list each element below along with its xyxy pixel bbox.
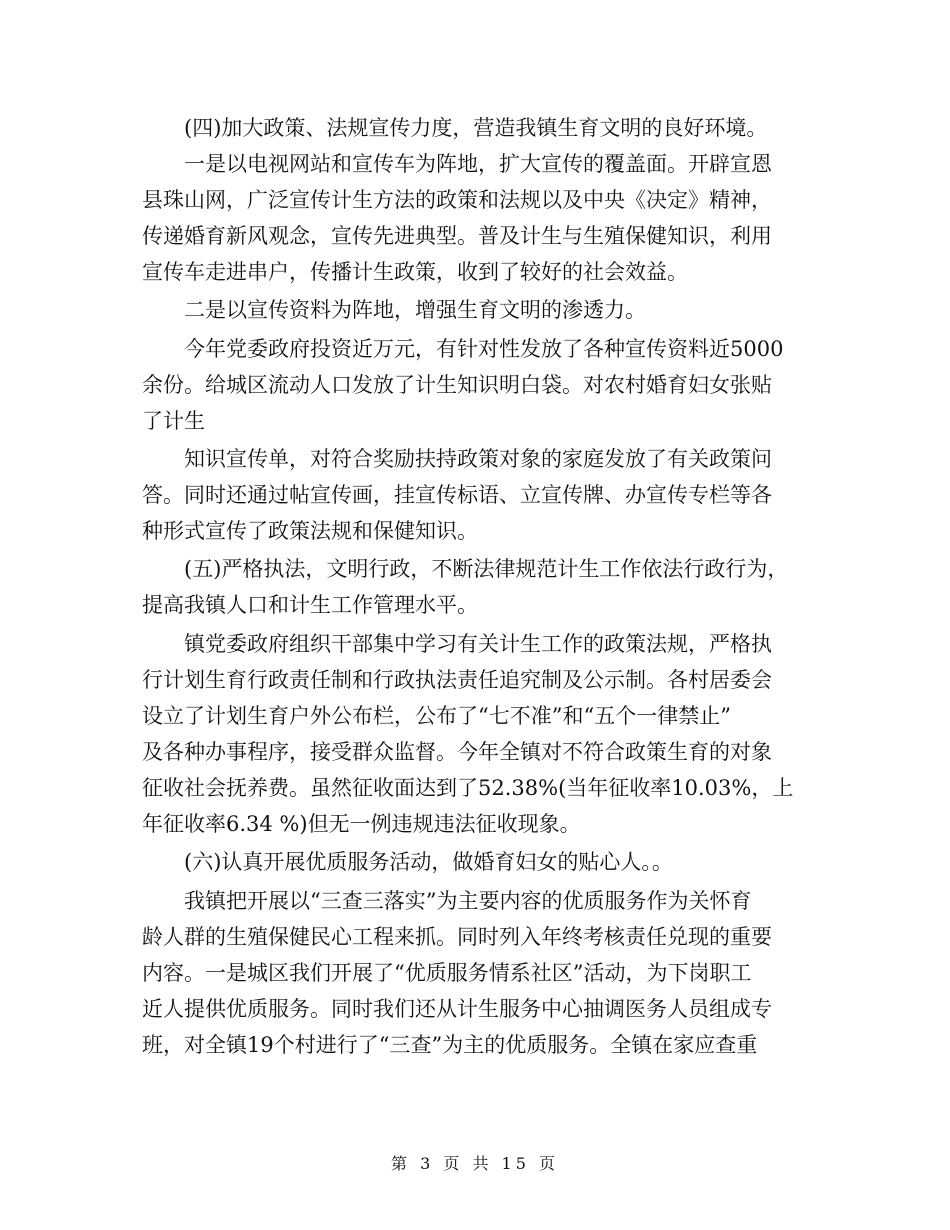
text-line: 及各种办事程序，接受群众监督。今年全镇对不符合政策生育的对象 [142, 740, 772, 764]
text-line: 答。同时还通过帖宣传画，挂宣传标语、立宣传牌、办宣传专栏等各 [142, 483, 772, 507]
text-line: 今年党委政府投资近万元，有针对性发放了各种宣传资料近5000 [142, 337, 784, 361]
text-line: 宣传车走进串户，传播计生政策，收到了较好的社会效益。 [142, 260, 688, 284]
text-line: 提高我镇人口和计生工作管理水平。 [142, 593, 478, 617]
text-line: 近人提供优质服务。同时我们还从计生服务中心抽调医务人员组成专 [142, 997, 772, 1021]
text-line: 征收社会抚养费。虽然征收面达到了52.38%(当年征收率10.03%，上 [142, 776, 794, 800]
text-line: 行计划生育行政责任制和行政执法责任追究制及公示制。各村居委会 [142, 668, 772, 692]
text-line: 龄人群的生殖保健民心工程来抓。同时列入年终考核责任兑现的重要 [142, 925, 772, 949]
text-line: 了计生 [142, 409, 205, 433]
text-line: (六)认真开展优质服务活动，做婚育妇女的贴心人。。 [142, 850, 673, 874]
text-line: 设立了计划生育户外公布栏，公布了“七不准”和“五个一律禁止” [142, 704, 731, 728]
text-line: (五)严格执法，文明行政，不断法律规范计生工作依法行政行为， [142, 557, 789, 581]
text-line: (四)加大政策、法规宣传力度，营造我镇生育文明的良好环境。 [142, 116, 768, 140]
text-line: 县珠山网，广泛宣传计生方法的政策和法规以及中央《决定》精神， [142, 188, 772, 212]
text-line: 年征收率6.34 %)但无一例违规违法征收现象。 [142, 812, 581, 836]
text-line: 镇党委政府组织干部集中学习有关计生工作的政策法规，严格执 [142, 632, 772, 656]
text-line: 知识宣传单，对符合奖励扶持政策对象的家庭发放了有关政策问 [142, 447, 772, 471]
page-number-footer: 第 3 页 共 15 页 [391, 1154, 559, 1173]
text-line: 二是以宣传资料为阵地，增强生育文明的渗透力。 [142, 298, 646, 322]
text-line: 一是以电视网站和宣传车为阵地，扩大宣传的覆盖面。开辟宣恩 [142, 152, 772, 176]
text-line: 余份。给城区流动人口发放了计生知识明白袋。对农村婚育妇女张贴 [142, 373, 772, 397]
text-line: 内容。一是城区我们开展了“优质服务情系社区”活动，为下岗职工 [142, 961, 752, 985]
text-line: 我镇把开展以“三查三落实”为主要内容的优质服务作为关怀育 [142, 889, 752, 913]
text-line: 班，对全镇19个村进行了“三查”为主的优质服务。全镇在家应查重 [142, 1033, 758, 1057]
text-line: 传递婚育新风观念，宣传先进典型。普及计生与生殖保健知识，利用 [142, 224, 772, 248]
text-line: 种形式宣传了政策法规和保健知识。 [142, 519, 478, 543]
